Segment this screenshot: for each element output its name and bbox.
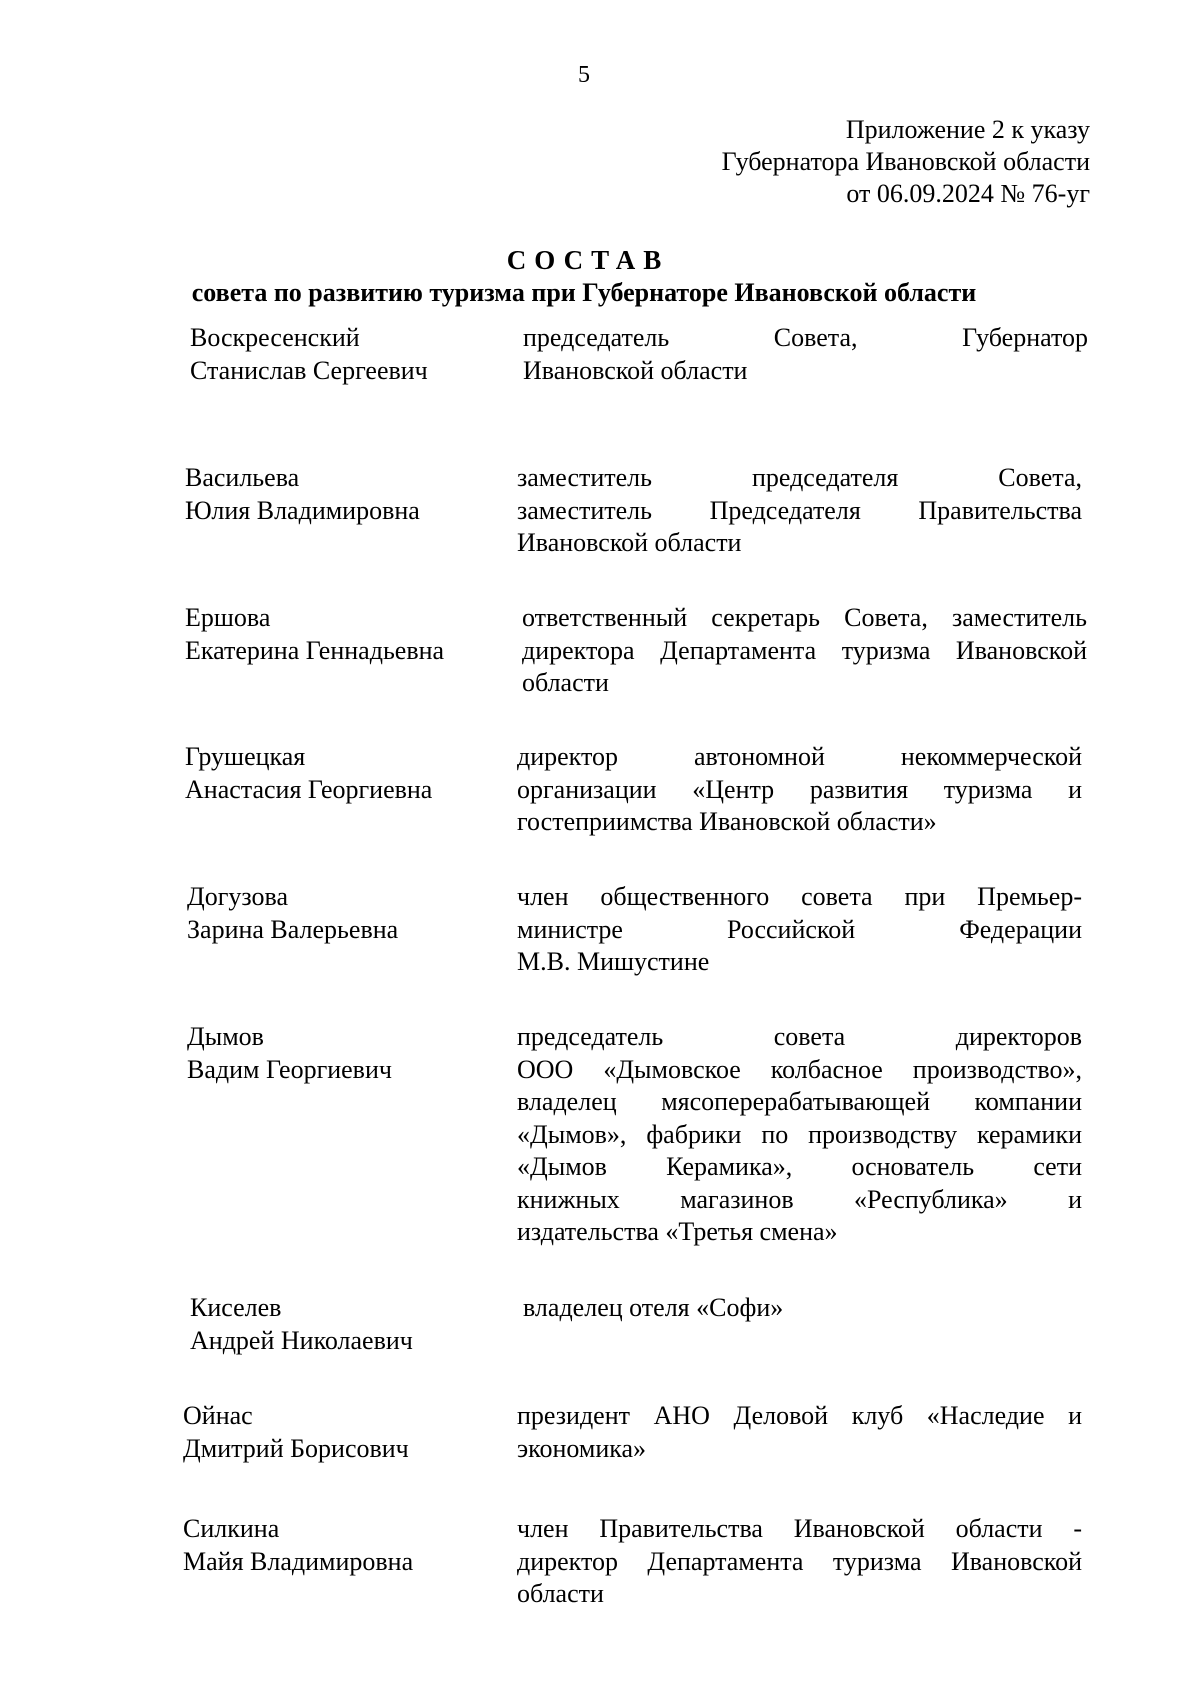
member-role (517, 1400, 1082, 1465)
member-name (185, 741, 485, 806)
member-name (185, 462, 485, 527)
member-role-line: владелец мясоперерабатывающей компании (517, 1087, 1082, 1116)
member-role-line: области (522, 668, 609, 697)
member-surname: Ойнас (183, 1401, 253, 1430)
member-given-name: Анастасия Георгиевна (185, 774, 433, 804)
member-role-line: «Дымов», фабрики по производству керамики (517, 1119, 1082, 1149)
member-role-line: министре Российской Федерации (517, 914, 1082, 944)
member-role-line: экономика» (517, 1433, 647, 1463)
title-subtitle: совета по развитию туризма при Губернаторе Ивановской области (191, 278, 977, 307)
member-role (523, 1292, 1088, 1325)
member-surname: Киселев (190, 1293, 282, 1322)
member-role-line: области (517, 1579, 604, 1608)
member-role (517, 741, 1082, 839)
member-name (187, 1021, 487, 1086)
member-surname: Ершова (185, 603, 271, 632)
member-name (187, 881, 487, 946)
member-name (190, 1292, 490, 1357)
member-role-line: председатель совета директоров (517, 1022, 1082, 1051)
title-main: СОСТАВ (506, 245, 670, 275)
member-given-name: Дмитрий Борисович (183, 1433, 409, 1463)
member-role-line: издательства «Третья смена» (517, 1217, 838, 1246)
member-role (517, 462, 1082, 560)
annex-line: Губернатора Ивановской области (721, 147, 1090, 176)
member-role-line: председатель Совета, Губернатор (523, 323, 1088, 352)
member-surname: Воскресенский (190, 323, 360, 352)
member-role (523, 322, 1088, 387)
member-role-line: гостеприимства Ивановской области» (517, 807, 937, 836)
member-role-line: директор Департамента туризма Ивановской (517, 1546, 1082, 1576)
member-role-line: владелец отеля «Софи» (523, 1293, 784, 1322)
member-name (190, 322, 490, 387)
member-role-line: М.В. Мишустине (517, 947, 710, 976)
member-role-line: Ивановской области (523, 355, 748, 385)
page-number: 5 (578, 62, 590, 88)
document-title (0, 244, 1168, 310)
member-surname: Дымов (187, 1022, 264, 1051)
annex-line: Приложение 2 к указу (845, 115, 1090, 144)
member-given-name: Юлия Владимировна (185, 495, 420, 525)
member-surname: Силкина (183, 1514, 280, 1543)
member-name (183, 1513, 483, 1578)
member-role-line: член общественного совета при Премьер- (517, 882, 1082, 911)
member-role-line: организации «Центр развития туризма и (517, 774, 1082, 804)
member-given-name: Зарина Валерьевна (187, 914, 399, 944)
member-role-line: президент АНО Деловой клуб «Наследие и (517, 1401, 1082, 1430)
member-role (517, 1021, 1082, 1249)
member-given-name: Екатерина Геннадьевна (185, 635, 445, 665)
member-role (517, 881, 1082, 979)
member-surname: Грушецкая (185, 742, 306, 771)
member-role-line: заместитель председателя Совета, (517, 463, 1082, 492)
member-given-name: Майя Владимировна (183, 1546, 414, 1576)
member-role (517, 1513, 1082, 1611)
member-given-name: Андрей Николаевич (190, 1325, 413, 1355)
member-role-line: ответственный секретарь Совета, заместитель (522, 603, 1087, 632)
member-role-line: член Правительства Ивановской области - (517, 1514, 1082, 1543)
member-surname: Васильева (185, 463, 300, 492)
member-given-name: Станислав Сергеевич (190, 355, 428, 385)
member-role (522, 602, 1087, 700)
member-role-line: «Дымов Керамика», основатель сети (517, 1152, 1082, 1181)
member-role-line: заместитель Председателя Правительства (517, 495, 1082, 525)
member-role-line: книжных магазинов «Республика» и (517, 1184, 1082, 1214)
member-role-line: ООО «Дымовское колбасное производство», (517, 1054, 1082, 1084)
annex-line: от 06.09.2024 № 76-уг (846, 179, 1090, 208)
member-surname: Догузова (187, 882, 288, 911)
member-role-line: директор автономной некоммерческой (517, 742, 1082, 771)
member-role-line: директора Департамента туризма Ивановской (522, 635, 1087, 665)
member-role-line: Ивановской области (517, 528, 742, 557)
member-given-name: Вадим Георгиевич (187, 1054, 392, 1084)
annex-header (722, 114, 1090, 210)
member-name (183, 1400, 483, 1465)
member-name (185, 602, 485, 667)
